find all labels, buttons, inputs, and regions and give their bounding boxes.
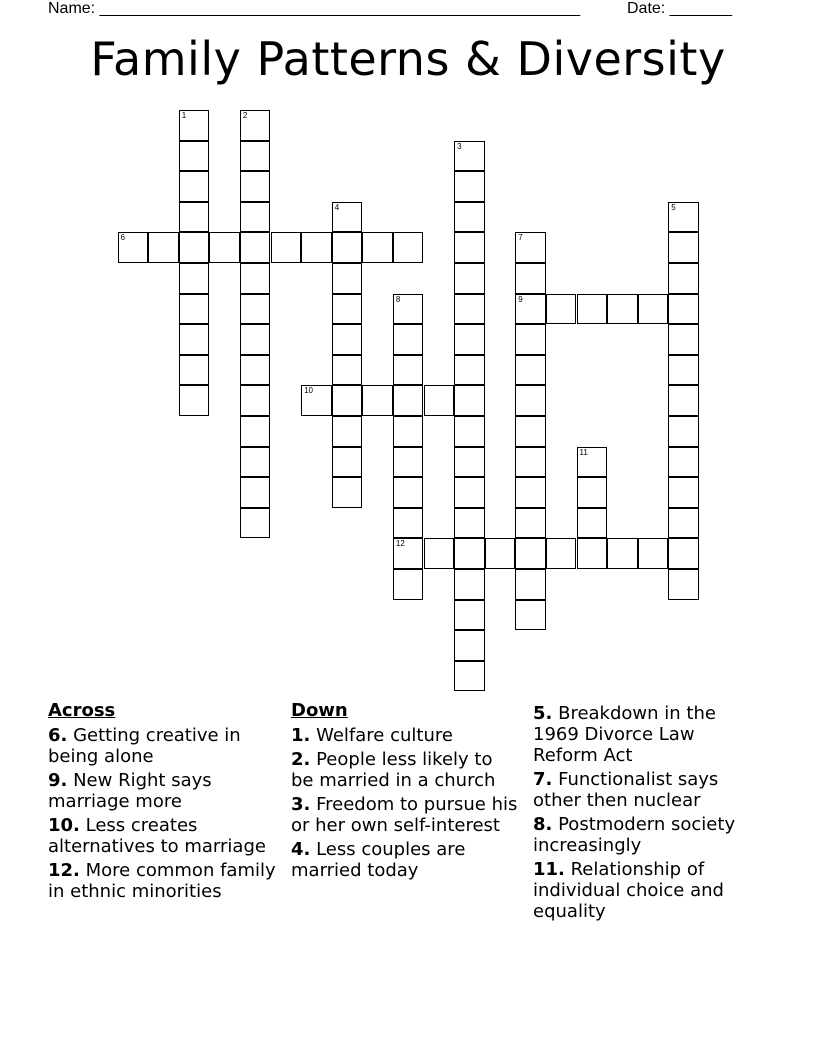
clue-number-label: 10. [48,815,80,836]
grid-cell[interactable] [240,385,271,416]
grid-cell[interactable] [179,355,210,386]
clue-number: 1 [181,111,187,120]
grid-cell[interactable] [668,416,699,447]
page-title: Family Patterns & Diversity [90,32,726,86]
clue-number: 4 [334,202,340,212]
clue-text: Functionalist says other then nuclear [533,769,719,811]
grid-cell[interactable] [454,630,485,661]
grid-cell[interactable] [393,232,424,263]
grid-cell[interactable] [607,538,638,569]
grid-cell[interactable] [515,477,546,508]
grid-cell[interactable] [668,538,699,569]
grid-cell[interactable] [454,600,485,631]
grid-cell[interactable] [454,355,485,386]
grid-cell[interactable] [668,294,699,325]
grid-cell[interactable] [240,294,271,325]
clue-text: More common family in ethnic minorities [48,860,276,902]
grid-cell[interactable] [424,538,455,569]
grid-cell[interactable] [240,477,271,508]
clue-item [48,815,284,857]
grid-cell[interactable] [454,324,485,355]
clue-text: Postmodern society increasingly [533,814,736,856]
grid-cell[interactable] [454,416,485,447]
grid-cell[interactable] [332,477,363,508]
down-clues [291,700,519,884]
grid-cell[interactable] [515,324,546,355]
grid-cell[interactable] [668,508,699,539]
clue-number: 5 [671,202,676,212]
grid-cell[interactable] [240,447,271,478]
grid-cell[interactable] [546,538,577,569]
grid-cell[interactable] [515,447,546,478]
clue-text: New Right says marriage more [48,770,212,812]
grid-cell[interactable] [393,508,424,539]
grid-cell[interactable] [454,232,485,263]
grid-cell[interactable] [515,416,546,447]
grid-cell[interactable] [668,263,699,294]
clue-item [533,703,763,766]
grid-cell[interactable] [393,569,424,600]
clue-number-label: 8. [533,814,553,835]
grid-cell[interactable] [577,477,608,508]
clue-number-label: 11. [533,859,565,880]
grid-cell[interactable] [301,232,332,263]
name-field-label[interactable]: Name: ______________________________________________________ [48,0,581,17]
grid-cell[interactable] [393,294,424,325]
grid-cell[interactable] [332,355,363,386]
grid-cell[interactable] [454,538,485,569]
grid-cell[interactable] [546,294,577,325]
grid-cell[interactable] [148,232,179,263]
clue-item [533,814,763,856]
across-heading: Across [48,700,116,721]
grid-cell[interactable] [362,232,393,263]
grid-cell[interactable] [240,416,271,447]
grid-cell[interactable] [179,202,210,233]
grid-cell[interactable] [668,202,699,233]
clue-text: Freedom to pursue his or her own self-interest [291,794,518,836]
grid-cell[interactable] [577,508,608,539]
grid-cell[interactable] [454,385,485,416]
clue-item [291,749,519,791]
grid-cell[interactable] [240,171,271,202]
clue-number-label: 2. [291,749,311,770]
grid-cell[interactable] [638,294,669,325]
clue-item [291,725,519,746]
grid-cell[interactable] [332,385,363,416]
clue-item [291,839,519,881]
clue-number-label: 7. [533,769,553,790]
grid-cell[interactable] [668,477,699,508]
clue-item [291,794,519,836]
grid-cell[interactable] [240,263,271,294]
clue-item [48,860,284,902]
grid-cell[interactable] [515,508,546,539]
grid-cell[interactable] [515,232,546,263]
grid-cell[interactable] [638,538,669,569]
clue-item [533,859,763,922]
grid-cell[interactable] [332,324,363,355]
clue-number-label: 9. [48,770,68,791]
grid-cell[interactable] [577,294,608,325]
grid-cell[interactable] [668,385,699,416]
clue-text: Breakdown in the 1969 Divorce Law Reform Act [533,703,716,766]
grid-cell[interactable] [179,294,210,325]
clue-number-label: 3. [291,794,311,815]
grid-cell[interactable] [668,447,699,478]
grid-cell[interactable] [485,538,516,569]
down-heading: Down [291,700,348,721]
clue-text: Less creates alternatives to marriage [48,815,266,857]
clue-number: 10 [304,386,313,396]
grid-cell[interactable] [393,416,424,447]
clue-number-label: 4. [291,839,311,860]
clue-number: 7 [518,233,523,243]
clue-text: People less likely to be married in a church [291,749,496,791]
grid-cell[interactable] [454,661,485,692]
clue-number: 6 [120,233,125,243]
grid-cell[interactable] [393,355,424,386]
clue-number: 3 [457,141,462,151]
grid-cell[interactable] [179,232,210,263]
grid-cell[interactable] [454,477,485,508]
grid-cell[interactable] [454,569,485,600]
grid-cell[interactable] [240,202,271,233]
grid-cell[interactable] [332,202,363,233]
grid-cell[interactable] [454,171,485,202]
grid-cell[interactable] [240,232,271,263]
grid-cell[interactable] [577,447,608,478]
grid-cell[interactable] [179,110,210,141]
grid-cell[interactable] [332,263,363,294]
grid-cell[interactable] [332,416,363,447]
date-field-label[interactable]: Date: _______ [627,0,732,17]
down-clues-continued [533,703,763,925]
grid-cell[interactable] [393,385,424,416]
grid-cell[interactable] [179,385,210,416]
grid-cell[interactable] [240,508,271,539]
grid-cell[interactable] [515,538,546,569]
grid-cell[interactable] [454,294,485,325]
grid-cell[interactable] [515,600,546,631]
clue-number: 9 [518,294,523,304]
clue-number-label: 12. [48,860,80,881]
grid-cell[interactable] [209,232,240,263]
clue-number: 2 [242,111,248,120]
grid-cell[interactable] [179,324,210,355]
clue-text: Getting creative in being alone [48,725,241,767]
clue-item [48,725,284,767]
clue-number: 8 [395,294,401,304]
grid-cell[interactable] [332,294,363,325]
grid-cell[interactable] [332,232,363,263]
clue-number-label: 5. [533,703,553,724]
grid-cell[interactable] [118,232,149,263]
grid-cell[interactable] [271,232,302,263]
clue-text: Welfare culture [310,725,453,746]
grid-cell[interactable] [668,569,699,600]
grid-cell[interactable] [668,324,699,355]
grid-cell[interactable] [301,385,332,416]
clue-text: Relationship of individual choice and equality [533,859,724,922]
grid-cell[interactable] [515,263,546,294]
grid-cell[interactable] [393,477,424,508]
grid-cell[interactable] [179,263,210,294]
clue-number-label: 1. [291,725,311,746]
clue-item [48,770,284,812]
grid-cell[interactable] [454,447,485,478]
grid-cell[interactable] [362,385,393,416]
grid-cell[interactable] [607,294,638,325]
grid-cell[interactable] [668,232,699,263]
grid-cell[interactable] [515,385,546,416]
grid-cell[interactable] [240,110,271,141]
grid-cell[interactable] [393,538,424,569]
clue-text: Less couples are married today [291,839,466,881]
grid-cell[interactable] [240,141,271,172]
grid-cell[interactable] [393,324,424,355]
grid-cell[interactable] [393,447,424,478]
clue-number: 11 [579,447,588,457]
grid-cell[interactable] [332,447,363,478]
grid-cell[interactable] [179,171,210,202]
grid-cell[interactable] [668,355,699,386]
across-clues [48,700,284,905]
clue-item [533,769,763,811]
grid-cell[interactable] [577,538,608,569]
grid-cell[interactable] [515,294,546,325]
grid-cell[interactable] [454,508,485,539]
grid-cell[interactable] [515,569,546,600]
clue-number-label: 6. [48,725,68,746]
grid-cell[interactable] [515,355,546,386]
grid-cell[interactable] [240,355,271,386]
grid-cell[interactable] [454,202,485,233]
grid-cell[interactable] [240,324,271,355]
grid-cell[interactable] [424,385,455,416]
grid-cell[interactable] [454,141,485,172]
grid-cell[interactable] [179,141,210,172]
clue-number: 12 [395,539,405,549]
grid-cell[interactable] [454,263,485,294]
